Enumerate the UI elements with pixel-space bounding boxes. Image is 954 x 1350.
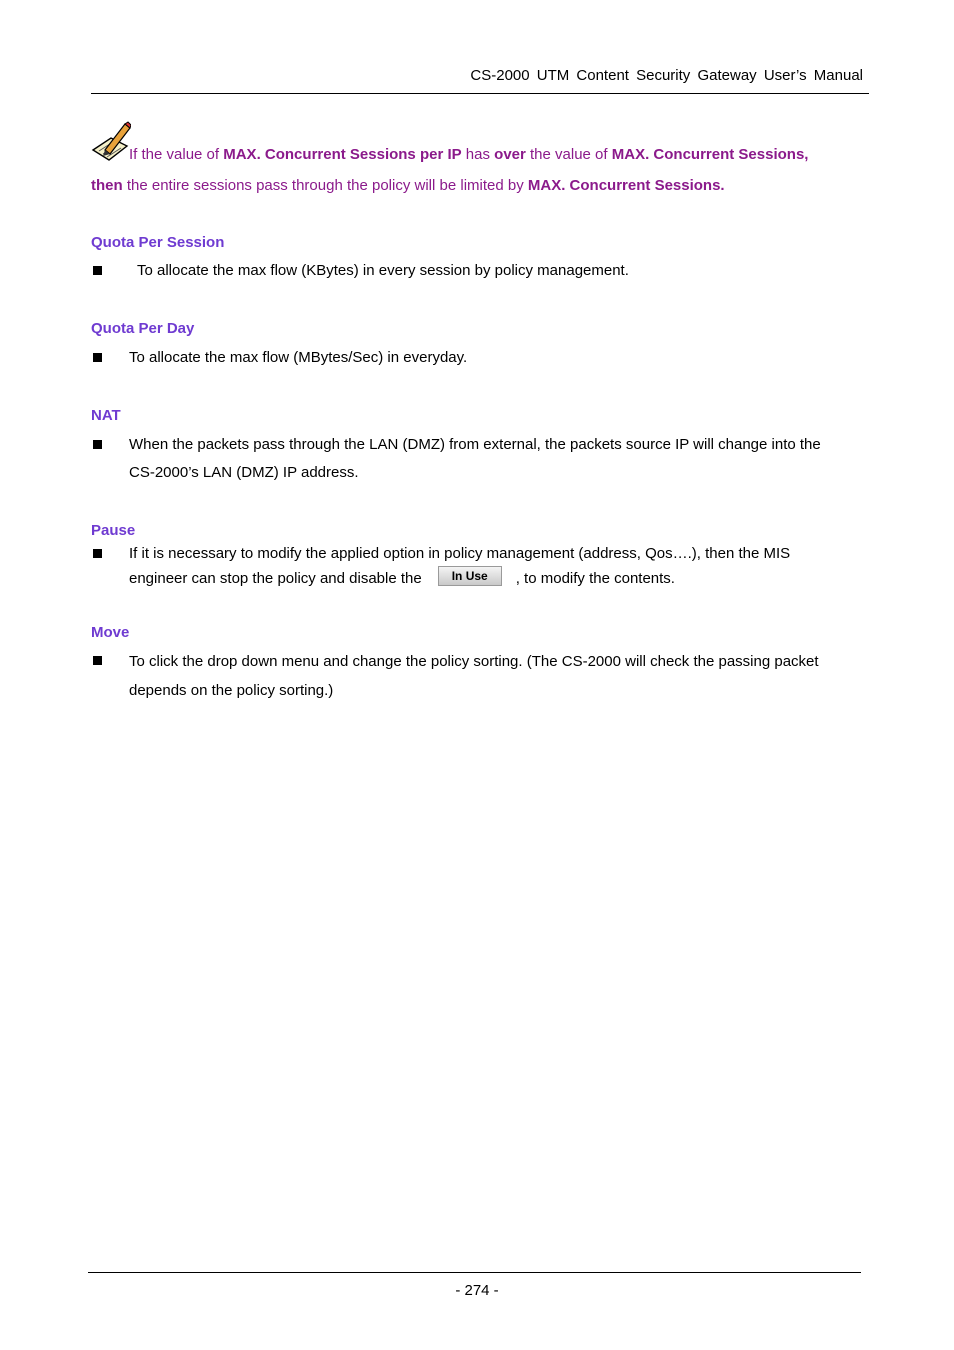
header-title: CS-2000 UTM Content Security Gateway User’s Manual xyxy=(470,67,863,84)
square-bullet-icon xyxy=(93,353,102,362)
bullet-text: To click the drop down menu and change the policy sorting. (The CS-2000 will check the passing packet depends on the policy sorting.) xyxy=(129,653,819,699)
section-title-quota-per-session: Quota Per Session xyxy=(91,234,225,251)
note-block xyxy=(91,120,871,194)
page-number: - 274 - xyxy=(455,1282,499,1299)
section-title-pause: Pause xyxy=(91,522,136,539)
in-use-button[interactable]: In Use xyxy=(438,566,502,586)
square-bullet-icon xyxy=(93,266,102,275)
header-divider xyxy=(91,93,869,94)
bullet-text: If it is necessary to modify the applied option in policy management (address, Qos….), then the MIS engineer can stop the policy and disable the In Use , to modify the contents. xyxy=(129,545,791,587)
square-bullet-icon xyxy=(93,440,102,449)
section-title-move: Move xyxy=(91,624,130,641)
note-line-2: then the entire sessions pass through the policy will be limited by MAX. Concurrent Sessions. xyxy=(91,177,725,194)
bullet-text: To allocate the max flow (MBytes/Sec) in everyday. xyxy=(129,349,468,366)
section-title-nat: NAT xyxy=(91,407,121,424)
pencil-note-icon xyxy=(91,120,131,162)
bullet-text: To allocate the max flow (KBytes) in every session by policy management. xyxy=(137,262,629,279)
note-line-1: If the value of MAX. Concurrent Sessions per IP has over the value of MAX. Concurrent Sessions, xyxy=(129,146,809,163)
square-bullet-icon xyxy=(93,549,102,558)
section-title-quota-per-day: Quota Per Day xyxy=(91,320,195,337)
square-bullet-icon xyxy=(93,656,102,665)
bullet-text: When the packets pass through the LAN (DMZ) from external, the packets source IP will change into the CS-2000’s LAN (DMZ) IP address. xyxy=(129,436,821,481)
footer-divider xyxy=(88,1272,861,1273)
